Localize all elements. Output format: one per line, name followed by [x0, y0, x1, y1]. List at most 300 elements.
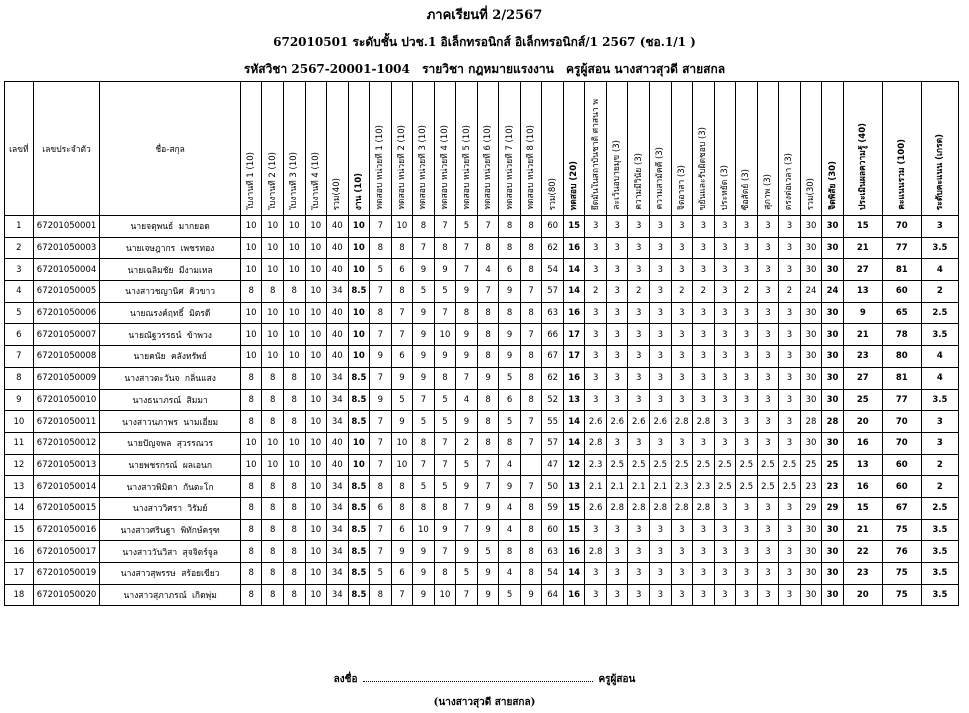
trait-score: 30 [800, 584, 822, 606]
unit-test-score: 7 [370, 454, 392, 476]
column-header [413, 82, 435, 216]
student-surname: วิรัมย์ [187, 504, 208, 515]
unit-test-score: 9 [499, 476, 521, 498]
student-number: 12 [5, 454, 34, 476]
trait-score: 2.6 [628, 411, 650, 433]
student-number: 4 [5, 281, 34, 303]
unit-test-score: 8 [477, 346, 499, 368]
unit-test-score: 10 [391, 216, 413, 238]
unit-test-score: 8 [520, 237, 542, 259]
unit-test-score: 5 [413, 281, 435, 303]
trait-score: 3 [628, 216, 650, 238]
worksheet-score: 10 [240, 302, 262, 324]
trait-score: 2.8 [585, 541, 607, 563]
worksheet-score: 10 [283, 259, 305, 281]
column-header [348, 82, 370, 216]
table-row [5, 476, 959, 498]
unit-test-score: 5 [456, 216, 478, 238]
student-id: 67201050006 [33, 302, 100, 324]
student-surname: เพชรทอง [180, 244, 215, 255]
trait-score: 3 [628, 259, 650, 281]
unit-test-score: 4 [456, 389, 478, 411]
student-id: 67201050003 [33, 237, 100, 259]
trait-score: 3 [585, 563, 607, 585]
trait-score: 3 [693, 216, 715, 238]
unit-test-score: 9 [434, 259, 456, 281]
trait-score: 3 [779, 324, 801, 346]
table-row [5, 497, 959, 519]
worksheet-score: 34 [327, 541, 349, 563]
unit-test-score: 9 [477, 367, 499, 389]
unit-test-score: 9 [413, 259, 435, 281]
student-surname: เกิดพุ่ม [192, 591, 217, 602]
affective-score: 30 [822, 563, 844, 585]
student-name [100, 281, 241, 303]
unit-test-score: 8 [520, 519, 542, 541]
column-header-label: สุภาพ (3) [762, 174, 773, 210]
total-score: 60 [882, 476, 921, 498]
worksheet-score: 10 [283, 432, 305, 454]
worksheet-score: 34 [327, 411, 349, 433]
job-score: 10 [348, 346, 370, 368]
student-id: 67201050014 [33, 476, 100, 498]
trait-score: 30 [800, 259, 822, 281]
grade-value: 2.5 [921, 302, 958, 324]
worksheet-score: 8 [240, 389, 262, 411]
trait-score: 3 [628, 519, 650, 541]
student-id: 67201050009 [33, 367, 100, 389]
trait-score: 3 [693, 519, 715, 541]
trait-score: 3 [693, 346, 715, 368]
trait-score: 3 [671, 389, 693, 411]
grade-value: 2 [921, 476, 958, 498]
trait-score: 3 [606, 281, 628, 303]
trait-score: 24 [800, 281, 822, 303]
trait-score: 3 [757, 389, 779, 411]
unit-test-score: 63 [542, 541, 564, 563]
student-id: 67201050011 [33, 411, 100, 433]
trait-score: 3 [714, 259, 736, 281]
trait-score: 3 [736, 432, 758, 454]
worksheet-score: 10 [283, 216, 305, 238]
unit-test-score: 5 [434, 389, 456, 411]
student-name [100, 237, 241, 259]
column-header [585, 82, 607, 216]
unit-test-score: 9 [477, 584, 499, 606]
job-score: 8.5 [348, 497, 370, 519]
student-name [100, 411, 241, 433]
column-header [305, 82, 327, 216]
student-number: 1 [5, 216, 34, 238]
total-score: 81 [882, 259, 921, 281]
total-score: 77 [882, 237, 921, 259]
trait-score: 2.5 [779, 476, 801, 498]
column-header [283, 82, 305, 216]
signature-line [0, 672, 969, 687]
test-score: 14 [563, 411, 585, 433]
unit-test-score: 8 [477, 432, 499, 454]
student-surname: มีงามเหล [178, 265, 213, 276]
worksheet-score: 10 [240, 237, 262, 259]
unit-test-score: 8 [434, 563, 456, 585]
worksheet-score: 10 [305, 324, 327, 346]
column-header-label: ทดสอบ หน่วยที่ 5 (10) [461, 125, 472, 210]
student-id: 67201050008 [33, 346, 100, 368]
unit-test-score: 7 [391, 584, 413, 606]
unit-test-score: 8 [434, 237, 456, 259]
worksheet-score: 8 [262, 389, 284, 411]
trait-score: 30 [800, 346, 822, 368]
trait-score: 2.8 [693, 497, 715, 519]
trait-score: 3 [693, 259, 715, 281]
unit-test-score: 8 [477, 302, 499, 324]
column-header-label: ระดับคะแนน (เกรด) [934, 133, 945, 210]
unit-test-score: 5 [391, 389, 413, 411]
column-header [5, 82, 34, 216]
knowledge-score: 20 [843, 411, 882, 433]
trait-score: 3 [757, 281, 779, 303]
test-score: 14 [563, 259, 585, 281]
trait-score: 3 [585, 324, 607, 346]
table-row [5, 541, 959, 563]
test-score: 16 [563, 237, 585, 259]
trait-score: 3 [714, 432, 736, 454]
unit-test-score: 5 [434, 476, 456, 498]
worksheet-score: 8 [240, 541, 262, 563]
worksheet-score: 40 [327, 432, 349, 454]
worksheet-score: 8 [262, 519, 284, 541]
student-id: 67201050019 [33, 563, 100, 585]
table-row [5, 237, 959, 259]
column-header-label: ทดสอบ หน่วยที่ 3 (10) [418, 125, 429, 210]
unit-test-score: 8 [434, 367, 456, 389]
affective-score: 30 [822, 584, 844, 606]
knowledge-score: 25 [843, 389, 882, 411]
trait-score: 2.5 [606, 454, 628, 476]
table-row [5, 281, 959, 303]
worksheet-score: 10 [240, 346, 262, 368]
unit-test-score: 7 [370, 216, 392, 238]
trait-score: 3 [757, 216, 779, 238]
column-header-label: งาน (10) [353, 172, 364, 210]
trait-score: 3 [779, 216, 801, 238]
trait-score: 3 [779, 497, 801, 519]
total-score: 65 [882, 302, 921, 324]
column-header [33, 82, 100, 216]
trait-score: 3 [628, 389, 650, 411]
trait-score: 3 [606, 432, 628, 454]
student-name [100, 541, 241, 563]
trait-score: 3 [757, 541, 779, 563]
trait-score: 3 [736, 497, 758, 519]
student-first-name: นายณรงค์ฤทธิ์ [129, 309, 184, 320]
grade-value: 4 [921, 259, 958, 281]
trait-score: 3 [757, 367, 779, 389]
trait-score: 3 [628, 367, 650, 389]
trait-score: 3 [757, 432, 779, 454]
trait-score: 3 [650, 302, 672, 324]
grade-value: 2 [921, 454, 958, 476]
unit-test-score: 60 [542, 216, 564, 238]
worksheet-score: 10 [305, 563, 327, 585]
column-header-label: ละเว้นอบายมุข (3) [612, 140, 623, 210]
student-surname: สิมมา [186, 395, 208, 406]
trait-score: 3 [671, 563, 693, 585]
unit-test-score: 54 [542, 563, 564, 585]
column-header-label: ทดสอบ หน่วยที่ 6 (10) [483, 125, 494, 210]
unit-test-score: 5 [434, 281, 456, 303]
trait-score: 3 [714, 584, 736, 606]
total-score: 76 [882, 541, 921, 563]
job-score: 8.5 [348, 411, 370, 433]
trait-score: 3 [650, 432, 672, 454]
student-id: 67201050007 [33, 324, 100, 346]
semester-title: ภาคเรียนที่ 2/2567 [426, 8, 543, 23]
unit-test-score: 5 [434, 411, 456, 433]
student-first-name: นายคนัย [133, 352, 166, 363]
grade-value: 3 [921, 411, 958, 433]
sign-role: ครูผู้สอน [598, 674, 636, 685]
student-first-name: นางธนาภรณ์ [132, 395, 182, 406]
subject-line [0, 60, 969, 79]
unit-test-score: 7 [370, 367, 392, 389]
table-row [5, 411, 959, 433]
worksheet-score: 10 [262, 237, 284, 259]
trait-score: 3 [714, 541, 736, 563]
trait-score: 3 [714, 281, 736, 303]
trait-score: 3 [714, 563, 736, 585]
worksheet-score: 10 [283, 454, 305, 476]
job-score: 8.5 [348, 519, 370, 541]
trait-score: 3 [650, 259, 672, 281]
unit-test-score: 6 [370, 497, 392, 519]
student-surname: สุจจิตร์จูล [182, 547, 218, 558]
unit-test-score: 8 [370, 237, 392, 259]
knowledge-score: 23 [843, 563, 882, 585]
worksheet-score: 40 [327, 302, 349, 324]
unit-test-score: 9 [456, 281, 478, 303]
student-surname: ผลเอนก [182, 460, 212, 471]
trait-score: 3 [606, 584, 628, 606]
unit-test-score: 59 [542, 497, 564, 519]
column-header-label: ประหยัด (3) [719, 164, 730, 210]
knowledge-score: 13 [843, 454, 882, 476]
knowledge-score: 27 [843, 259, 882, 281]
trait-score: 2.5 [628, 454, 650, 476]
trait-score: 2.5 [736, 454, 758, 476]
unit-test-score: 55 [542, 411, 564, 433]
job-score: 8.5 [348, 389, 370, 411]
unit-test-score: 6 [391, 519, 413, 541]
student-name [100, 389, 241, 411]
unit-test-score: 9 [456, 411, 478, 433]
test-score: 14 [563, 563, 585, 585]
trait-score: 2.5 [757, 454, 779, 476]
student-number: 16 [5, 541, 34, 563]
grade-table [4, 81, 959, 606]
unit-test-score: 8 [499, 432, 521, 454]
job-score: 10 [348, 324, 370, 346]
affective-score: 30 [822, 216, 844, 238]
unit-test-score: 9 [434, 519, 456, 541]
student-first-name: นางสาวนภาพร [122, 417, 178, 428]
trait-score: 3 [585, 346, 607, 368]
trait-score: 2.6 [585, 411, 607, 433]
worksheet-score: 10 [305, 216, 327, 238]
trait-score: 3 [650, 367, 672, 389]
trait-score: 3 [585, 367, 607, 389]
total-score: 77 [882, 389, 921, 411]
trait-score: 3 [714, 237, 736, 259]
unit-test-score: 6 [391, 563, 413, 585]
trait-score: 3 [736, 519, 758, 541]
worksheet-score: 34 [327, 389, 349, 411]
unit-test-score: 8 [477, 411, 499, 433]
student-surname: พิทักษ์ครุฑ [180, 525, 220, 536]
unit-test-score: 63 [542, 302, 564, 324]
unit-test-score: 9 [413, 584, 435, 606]
column-header-label: ใบงานที่ 3 (10) [289, 151, 300, 210]
subject-name: รายวิชา กฎหมายแรงงาน [422, 62, 554, 76]
worksheet-score: 8 [262, 563, 284, 585]
trait-score: 2 [693, 281, 715, 303]
unit-test-score: 7 [520, 324, 542, 346]
unit-test-score: 6 [391, 259, 413, 281]
affective-score: 30 [822, 259, 844, 281]
trait-score: 3 [693, 563, 715, 585]
unit-test-score: 7 [434, 454, 456, 476]
worksheet-score: 40 [327, 216, 349, 238]
student-first-name: นางสาววันวิสา [122, 547, 178, 558]
column-header [434, 82, 456, 216]
trait-score: 3 [736, 541, 758, 563]
unit-test-score: 8 [499, 541, 521, 563]
unit-test-score: 9 [477, 519, 499, 541]
affective-score: 30 [822, 346, 844, 368]
table-row [5, 216, 959, 238]
trait-score: 3 [757, 563, 779, 585]
unit-test-score: 8 [520, 541, 542, 563]
trait-score: 3 [650, 519, 672, 541]
unit-test-score: 62 [542, 367, 564, 389]
trait-score: 3 [714, 302, 736, 324]
test-score: 17 [563, 346, 585, 368]
affective-score: 30 [822, 519, 844, 541]
column-header [757, 82, 779, 216]
trait-score: 3 [628, 237, 650, 259]
worksheet-score: 34 [327, 519, 349, 541]
trait-score: 3 [650, 563, 672, 585]
knowledge-score: 23 [843, 346, 882, 368]
worksheet-score: 34 [327, 476, 349, 498]
test-score: 15 [563, 519, 585, 541]
affective-score: 23 [822, 476, 844, 498]
student-name [100, 454, 241, 476]
student-name [100, 519, 241, 541]
total-score: 70 [882, 432, 921, 454]
knowledge-score: 15 [843, 497, 882, 519]
trait-score: 3 [628, 324, 650, 346]
unit-test-score: 4 [499, 519, 521, 541]
column-header [499, 82, 521, 216]
student-id: 67201050001 [33, 216, 100, 238]
trait-score: 2.1 [628, 476, 650, 498]
worksheet-score: 10 [305, 497, 327, 519]
trait-score: 30 [800, 237, 822, 259]
total-score: 67 [882, 497, 921, 519]
trait-score: 3 [628, 432, 650, 454]
worksheet-score: 10 [305, 432, 327, 454]
unit-test-score: 9 [370, 346, 392, 368]
grade-value: 3.5 [921, 584, 958, 606]
trait-score: 3 [606, 346, 628, 368]
trait-score: 3 [714, 324, 736, 346]
unit-test-score: 57 [542, 281, 564, 303]
table-row [5, 563, 959, 585]
trait-score: 2.3 [585, 454, 607, 476]
grade-value: 3 [921, 216, 958, 238]
unit-test-score: 7 [370, 519, 392, 541]
trait-score: 3 [585, 216, 607, 238]
unit-test-score: 4 [499, 454, 521, 476]
unit-test-score: 9 [413, 367, 435, 389]
trait-score: 3 [693, 237, 715, 259]
student-number: 9 [5, 389, 34, 411]
student-number: 8 [5, 367, 34, 389]
worksheet-score: 8 [262, 541, 284, 563]
column-header [628, 82, 650, 216]
student-name [100, 324, 241, 346]
trait-score: 3 [779, 302, 801, 324]
job-score: 8.5 [348, 367, 370, 389]
unit-test-score: 7 [434, 216, 456, 238]
column-header-label: ทดสอบ หน่วยที่ 8 (10) [526, 125, 537, 210]
worksheet-score: 8 [262, 584, 284, 606]
trait-score: 3 [714, 346, 736, 368]
unit-test-score: 64 [542, 584, 564, 606]
trait-score: 3 [650, 389, 672, 411]
grade-value: 3.5 [921, 324, 958, 346]
worksheet-score: 10 [305, 541, 327, 563]
trait-score: 29 [800, 497, 822, 519]
knowledge-score: 16 [843, 432, 882, 454]
worksheet-score: 10 [283, 237, 305, 259]
student-name [100, 584, 241, 606]
student-id: 67201050015 [33, 497, 100, 519]
unit-test-score: 8 [413, 432, 435, 454]
unit-test-score: 7 [520, 432, 542, 454]
unit-test-score: 9 [413, 302, 435, 324]
trait-score: 2.5 [650, 454, 672, 476]
unit-test-score: 6 [391, 346, 413, 368]
trait-score: 3 [757, 411, 779, 433]
column-header-label: ใบงานที่ 1 (10) [246, 151, 257, 210]
job-score: 8.5 [348, 584, 370, 606]
student-name [100, 476, 241, 498]
worksheet-score: 10 [305, 346, 327, 368]
trait-score: 30 [800, 324, 822, 346]
unit-test-score: 9 [456, 324, 478, 346]
student-id: 67201050016 [33, 519, 100, 541]
trait-score: 3 [650, 346, 672, 368]
worksheet-score: 8 [283, 584, 305, 606]
worksheet-score: 8 [283, 541, 305, 563]
worksheet-score: 10 [262, 324, 284, 346]
worksheet-score: 10 [305, 389, 327, 411]
student-first-name: นายเจษฎากร [125, 244, 176, 255]
trait-score: 3 [650, 541, 672, 563]
table-row [5, 454, 959, 476]
